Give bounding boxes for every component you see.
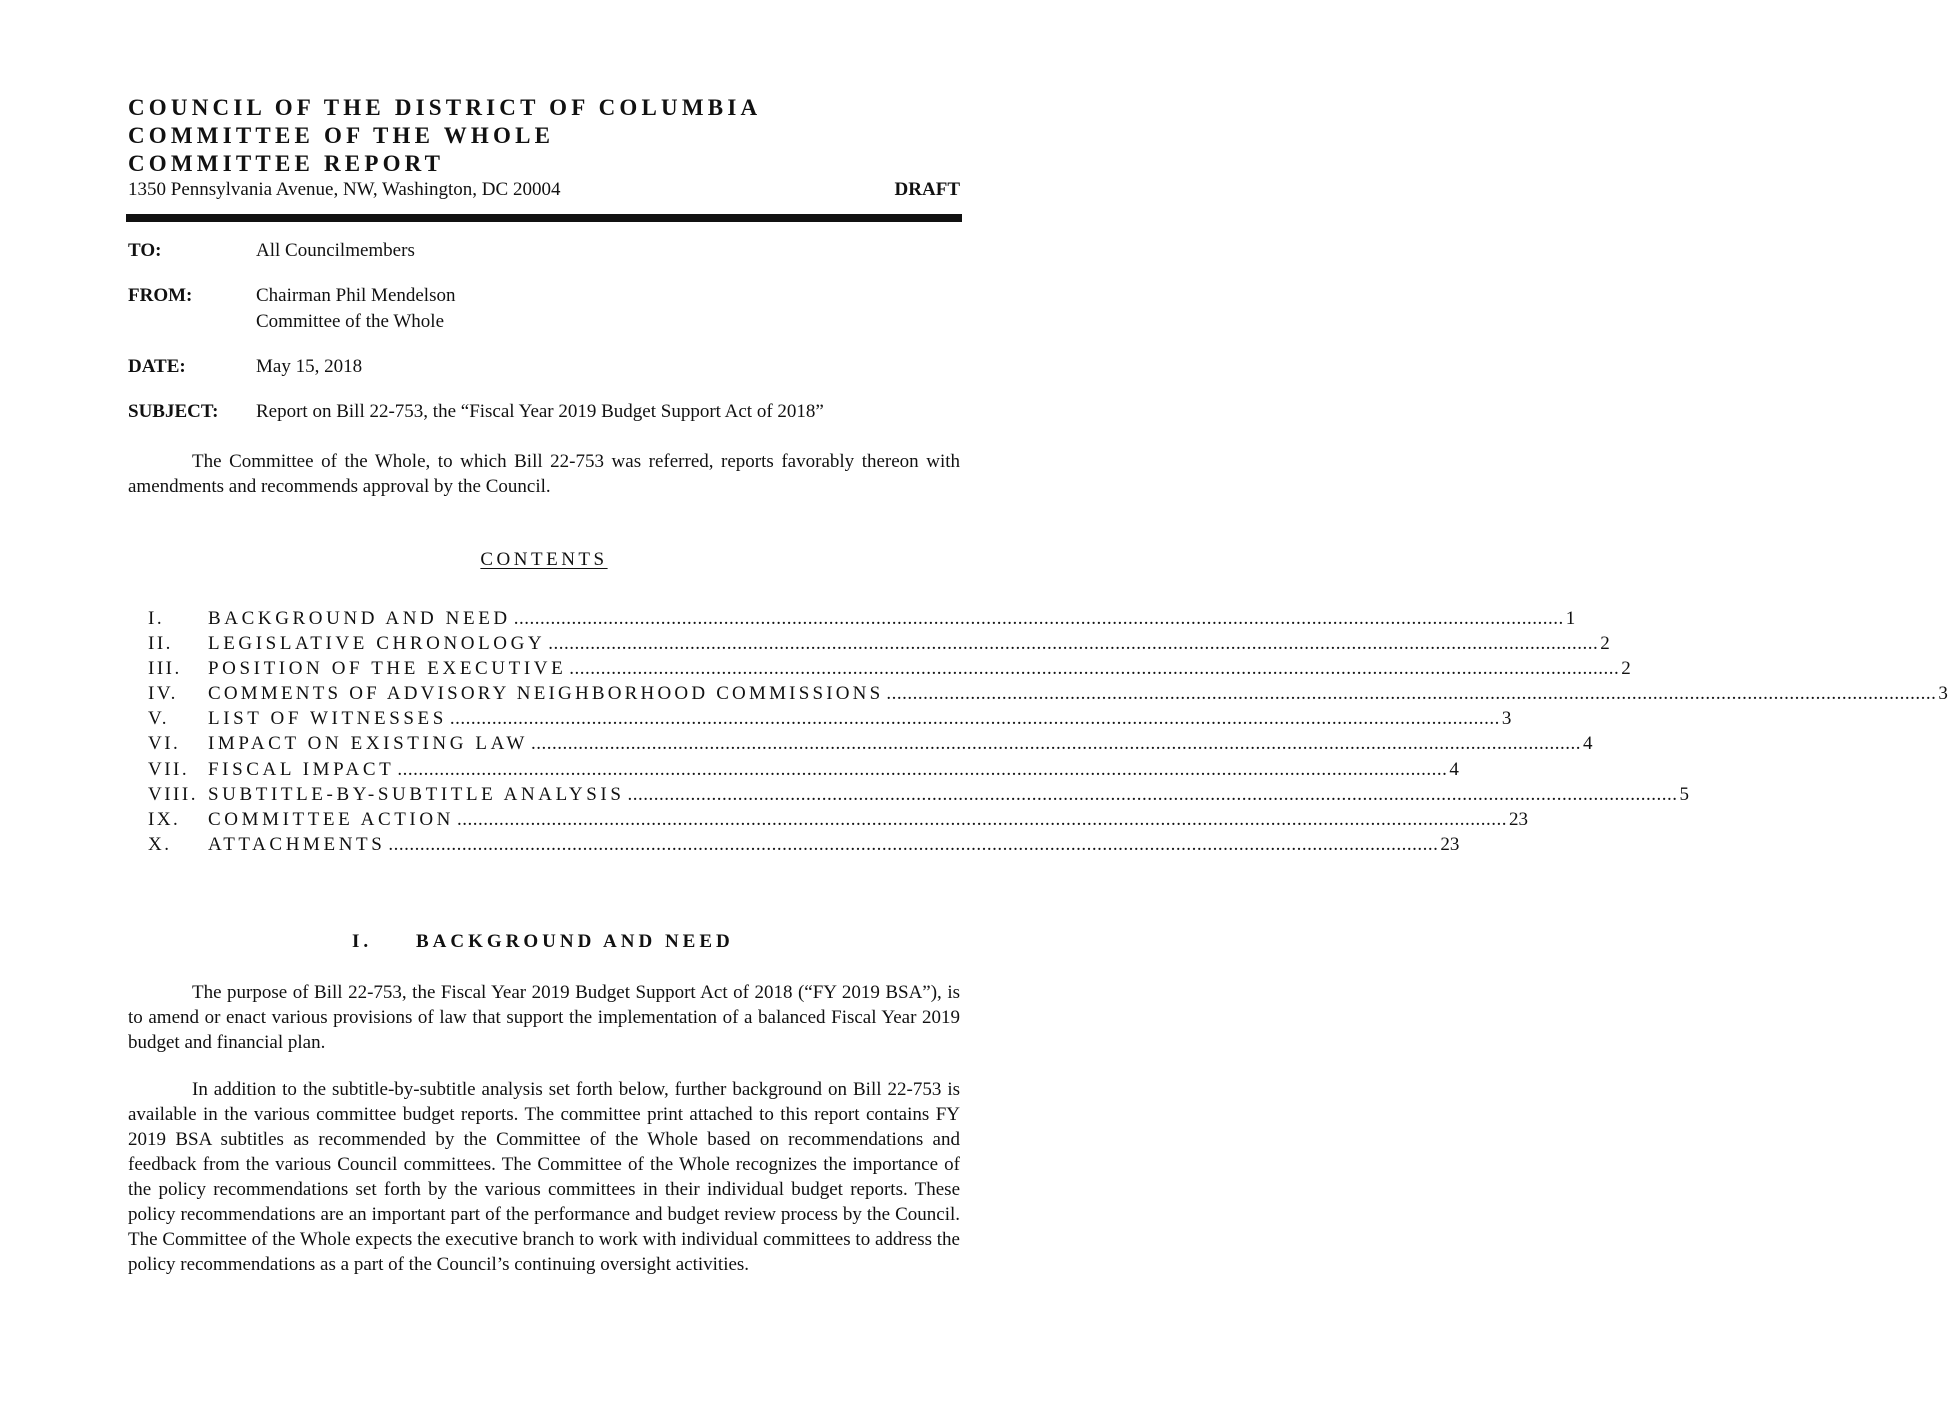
memo-from-value-1: Chairman Phil Mendelson [256, 285, 456, 306]
toc-entry-title: COMMITTEE ACTION [208, 808, 455, 830]
intro-paragraph: The Committee of the Whole, to which Bill 22-753 was referred, reports favorably thereon with amendments and recommends approval by the Council. [128, 451, 960, 497]
toc-entry-page: 2 [1600, 633, 1610, 655]
toc-entry-page: 23 [1440, 833, 1460, 855]
toc-leader-dots: ........................................................................................................................................................................................................ [457, 808, 1508, 830]
toc-leader-dots: ........................................................................................................................................................................................................ [886, 683, 1937, 705]
toc-entry-number: X. [148, 833, 172, 855]
section-title: BACKGROUND AND NEED [416, 931, 734, 952]
toc-entry-page: 23 [1509, 808, 1529, 830]
section-number: I. [352, 931, 373, 952]
toc-entry-title: FISCAL IMPACT [208, 758, 395, 780]
memo-subject-value: Report on Bill 22-753, the “Fiscal Year 2019 Budget Support Act of 2018” [256, 401, 824, 422]
table-of-contents [148, 606, 1948, 857]
body-paragraph-purpose: The purpose of Bill 22-753, the Fiscal Year 2019 Budget Support Act of 2018 (“FY 2019 BSA”), is to amend or enact various provisions of law that support the implementation of a balanced Fiscal Year 2019 budget and financial plan. [128, 982, 960, 1053]
contents-heading-text: CONTENTS [480, 549, 608, 570]
toc-entry-title: COMMENTS OF ADVISORY NEIGHBORHOOD COMMISSIONS [208, 683, 884, 705]
toc-entry[interactable] [148, 681, 1948, 706]
header-council-name: COUNCIL OF THE DISTRICT OF COLUMBIA [128, 95, 762, 120]
toc-entry-title: ATTACHMENTS [208, 833, 386, 855]
toc-entry[interactable] [148, 807, 1529, 832]
toc-entry-page: 2 [1621, 658, 1631, 680]
toc-entry-title: LEGISLATIVE CHRONOLOGY [208, 633, 546, 655]
toc-entry[interactable] [148, 606, 1576, 631]
toc-entry-number: I. [148, 608, 165, 629]
toc-leader-dots: ........................................................................................................................................................................................................ [627, 783, 1678, 805]
toc-entry-number: VI. [148, 733, 181, 755]
toc-entry[interactable] [148, 757, 1459, 782]
toc-entry-title: POSITION OF THE EXECUTIVE [208, 658, 567, 680]
toc-entry[interactable] [148, 706, 1512, 731]
memo-date-value: May 15, 2018 [256, 356, 363, 377]
toc-entry-number: IX. [148, 808, 181, 830]
toc-entry-title: SUBTITLE-BY-SUBTITLE ANALYSIS [208, 783, 625, 805]
toc-entry-number: V. [148, 708, 170, 730]
memo-date-label: DATE: [128, 356, 186, 377]
toc-entry-number: IV. [148, 683, 178, 705]
toc-entry-number: VII. [148, 758, 190, 780]
toc-entry-title: LIST OF WITNESSES [208, 708, 447, 730]
toc-leader-dots: ........................................................................................................................................................................................................ [569, 658, 1620, 680]
toc-entry-page: 1 [1565, 608, 1576, 629]
toc-leader-dots: ........................................................................................................................................................................................................ [513, 608, 1564, 629]
toc-entry[interactable] [148, 656, 1631, 681]
contents-heading [0, 548, 1088, 572]
toc-entry[interactable] [148, 782, 1690, 807]
toc-leader-dots: ........................................................................................................................................................................................................ [397, 758, 1448, 780]
toc-entry-number: III. [148, 658, 182, 680]
memo-to-label: TO: [128, 240, 162, 261]
toc-entry[interactable] [148, 832, 1460, 857]
toc-entry-page: 4 [1582, 733, 1593, 755]
toc-entry-title: BACKGROUND AND NEED [208, 608, 511, 629]
toc-entry-page: 3 [1501, 708, 1512, 730]
body-paragraph-background: In addition to the subtitle-by-subtitle analysis set forth below, further background on Bill 22-753 is available in the various committee budget reports. The committee print attached to this report contains FY 2019 BSA subtitles as recommended by the Committee of the Whole based on recommendations and feedback from the various Council committees. The Committee of the Whole recognizes the importance of the policy recommendations set forth by the various committees in their individual budget reports. These policy recommendations are an important part of the performance and budget review process by the Council. The Committee of the Whole expects the executive branch to work with individual committees to address the policy recommendations as a part of the Council’s continuing oversight activities. [128, 1079, 960, 1275]
toc-entry-page: 5 [1679, 783, 1690, 805]
header-address: 1350 Pennsylvania Avenue, NW, Washington, DC 20004 [128, 179, 561, 200]
toc-entry-page: 4 [1449, 758, 1459, 780]
memo-from-label: FROM: [128, 285, 193, 306]
toc-leader-dots: ........................................................................................................................................................................................................ [530, 733, 1581, 755]
memo-from-value-2: Committee of the Whole [256, 311, 445, 332]
toc-entry-number: II. [148, 633, 173, 655]
toc-leader-dots: ........................................................................................................................................................................................................ [388, 833, 1439, 855]
toc-leader-dots: ........................................................................................................................................................................................................ [449, 708, 1500, 730]
toc-entry[interactable] [148, 631, 1610, 656]
memo-to-value: All Councilmembers [256, 240, 415, 261]
toc-entry[interactable] [148, 731, 1593, 756]
toc-entry-page: 3 [1938, 683, 1948, 705]
toc-entry-number: VIII. [148, 783, 198, 805]
toc-entry-title: IMPACT ON EXISTING LAW [208, 733, 528, 755]
header-rule [126, 214, 962, 222]
toc-leader-dots: ........................................................................................................................................................................................................ [548, 633, 1599, 655]
header-report-type: COMMITTEE REPORT [128, 151, 445, 176]
draft-status: DRAFT [894, 179, 960, 200]
memo-subject-label: SUBJECT: [128, 401, 219, 422]
header-committee-name: COMMITTEE OF THE WHOLE [128, 123, 555, 148]
